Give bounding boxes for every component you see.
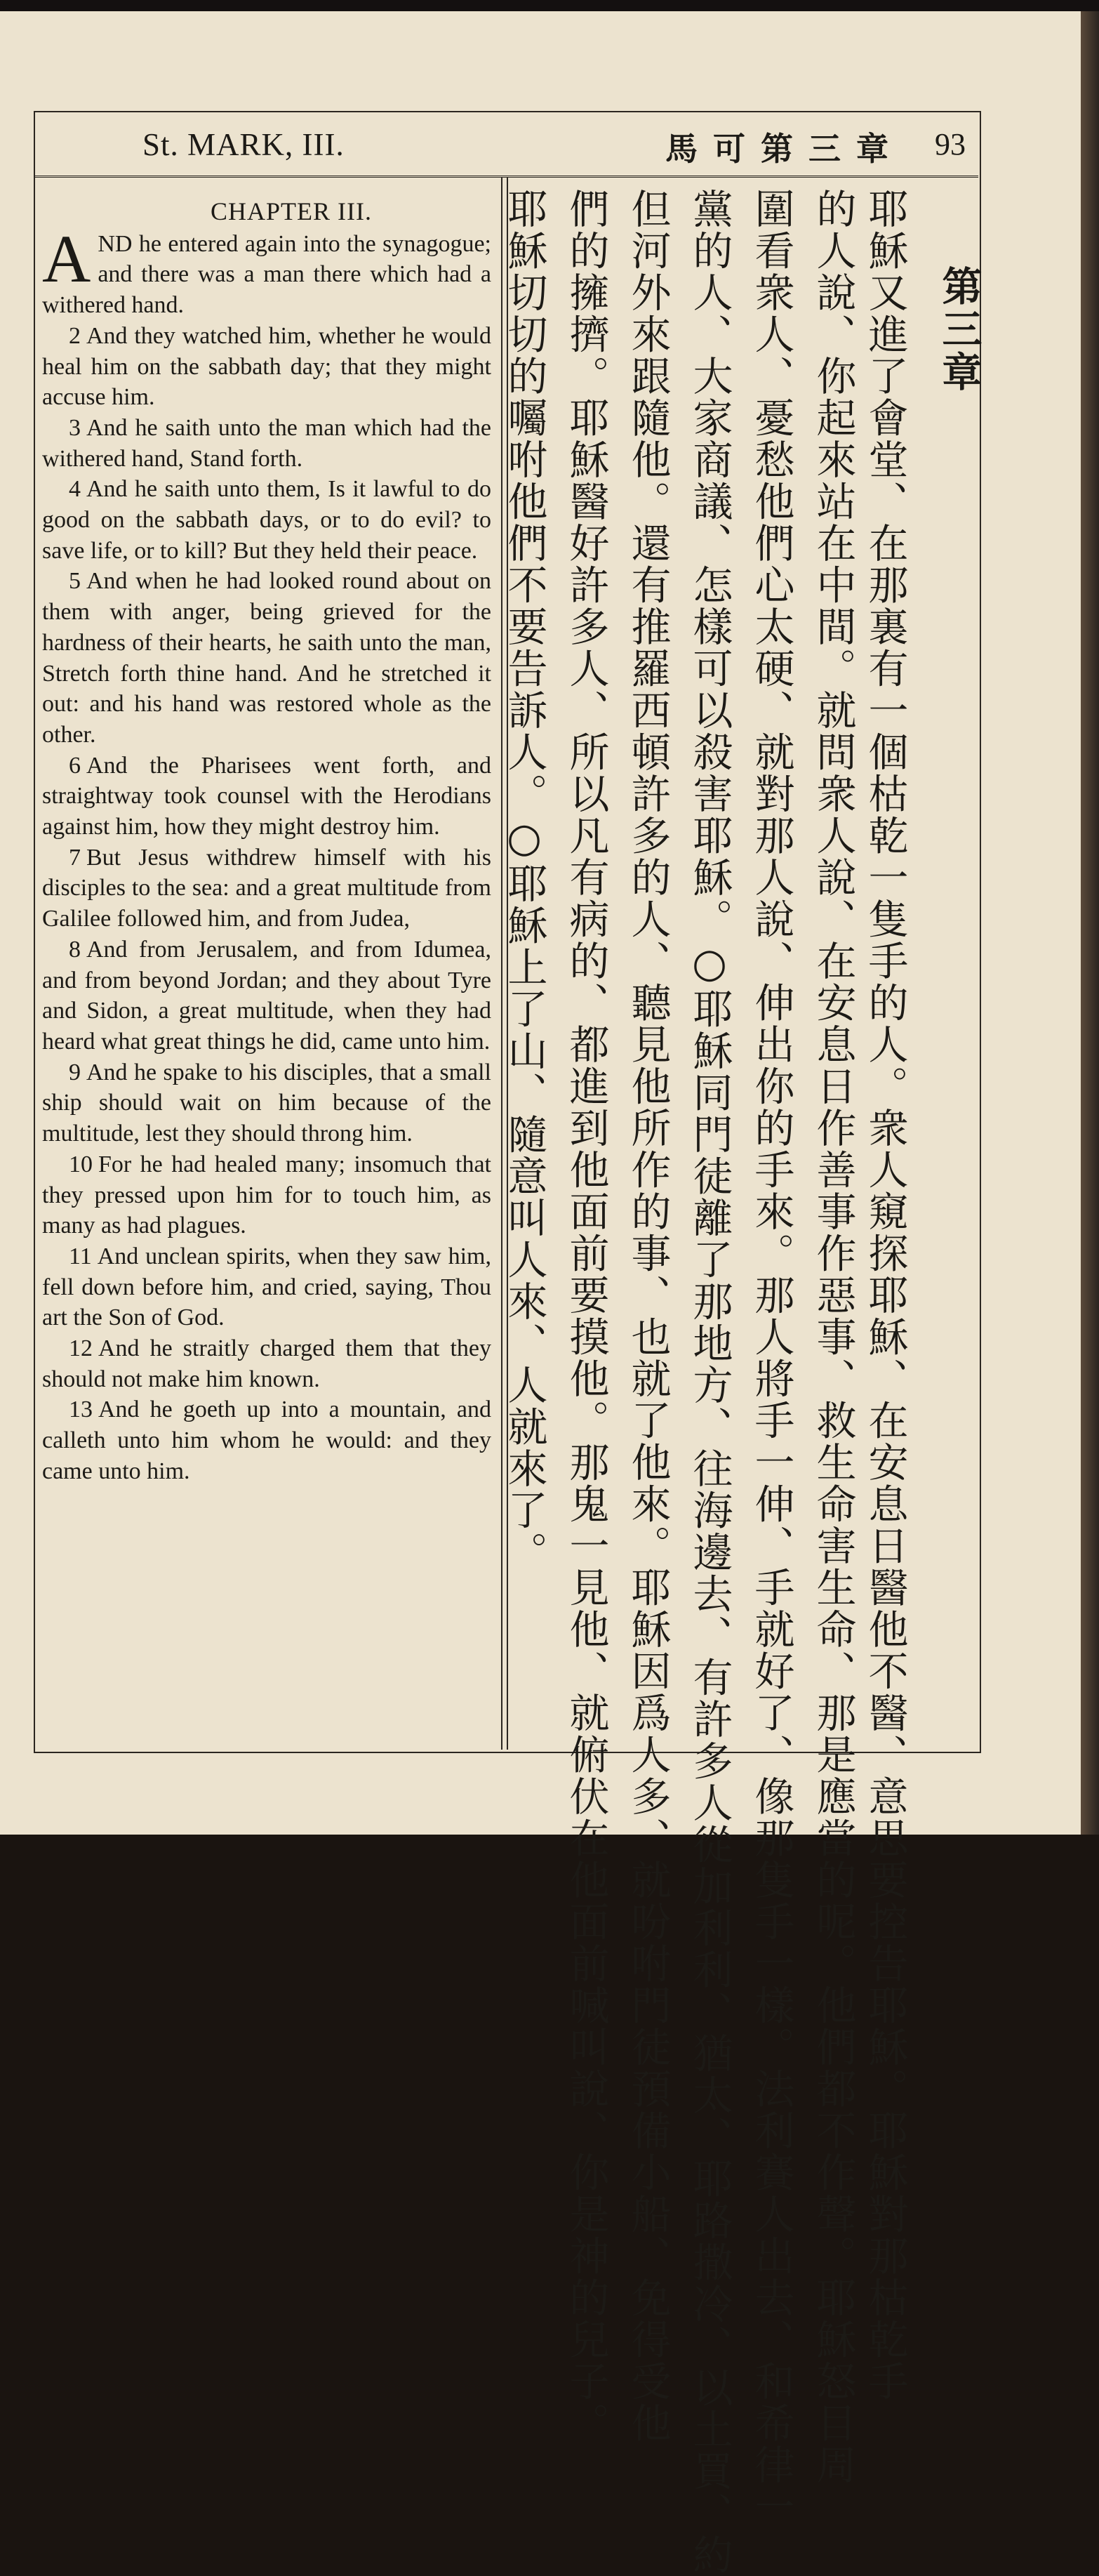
chinese-column (501, 188, 982, 2576)
verse-10 (42, 1149, 491, 1241)
chinese-text-column: 黨的人、大家商議、怎樣可以殺害耶穌。○耶穌同門徒離了那地方、往海邊去、有許多人從加利利、猶太、耶路撒冷、以土買、約 (686, 188, 733, 2576)
running-title: St. MARK, III. (142, 127, 345, 162)
verse-number: 3 (69, 414, 81, 441)
verse-number: 4 (69, 476, 81, 503)
verse-number: 9 (69, 1059, 81, 1085)
verse-number: 7 (69, 844, 81, 871)
verse-number: 6 (69, 752, 81, 779)
verse-13 (42, 1394, 491, 1486)
page-number: 93 (935, 127, 966, 161)
verse-2 (42, 321, 491, 413)
chinese-text-column: 但河外來跟隨他。還有推羅西頓許多的人、聽見他所作的事、也就了他來。耶穌因爲人多、就吩咐門徒預備小船、免得受他 (625, 188, 671, 2444)
verse-number: 13 (69, 1396, 93, 1423)
verse-number: 10 (69, 1151, 93, 1177)
chinese-text-column: 的人說、你起來站在中間。就問衆人說、在安息日作善事作惡事、救生命害生命、那是應當的呢。他們都不作聲。耶穌怒目周 (810, 188, 856, 2486)
verse-7 (42, 843, 491, 934)
verse-text: And unclean spirits, when they saw him, fell down before him, and cried, saying, Thou art the Son of God. (42, 1243, 491, 1331)
verse-list (42, 220, 491, 1487)
verse-text: ND he entered again into the synagogue; and there was a man there which had a withered hand. (42, 230, 491, 319)
verse-text: And the Pharisees went forth, and straightway took counsel with the Herodians against him, how they might destroy him. (42, 752, 491, 840)
verse-text: And he goeth up into a mountain, and calleth unto him whom he would: and they came unto him. (42, 1396, 491, 1484)
chinese-text-column: 耶穌又進了會堂、在那裏有一個枯乾一隻手的人。衆人窺探耶穌、在安息日醫他不醫、意思要控告耶穌。耶穌對那枯乾手 (862, 188, 908, 2403)
verse-6 (42, 751, 491, 843)
verse-number: 5 (69, 568, 81, 595)
chinese-text-column: 們的擁擠。耶穌醫好許多人、所以凡有病的、都進到他面前要摸他。那鬼一見他、就俯伏在他面前喊叫說、你是神的兒子。 (563, 188, 609, 2444)
verse-text: And he saith unto them, Is it lawful to do good on the sabbath days, or to do evil? to save life, or to kill? But they held their peace. (42, 476, 491, 564)
verse-text: For he had healed many; insomuch that they pressed upon him for to touch him, as many as had plagues. (42, 1151, 491, 1239)
verse-text: And he spake to his disciples, that a small ship should wait on him because of the multitude, lest they should throng him. (42, 1059, 491, 1147)
verse-number: 2 (69, 322, 81, 349)
verse-5 (42, 566, 491, 750)
verse-1 (42, 220, 491, 321)
verse-8 (42, 934, 491, 1057)
verse-number: 12 (69, 1335, 93, 1362)
chinese-text-column: 圍看衆人、憂愁他們心太硬、就對那人說、伸出你的手來。那人將手一伸、手就好了、像那隻手一樣。法利賽人出去、和希律一 (748, 188, 794, 2528)
verse-9 (42, 1057, 491, 1149)
chinese-text-column: 耶穌切切的囑咐他們不要告訴人。○耶穌上了山、隨意叫人來、人就來了。 (501, 188, 547, 1573)
verse-text: And from Jerusalem, and from Idumea, and from beyond Jordan; and they about Tyre and Sidon, a great multitude, when they had heard what great things he did, came unto him. (42, 936, 491, 1055)
verse-number: 8 (69, 936, 81, 963)
chinese-running-title: 馬可第三章 (665, 130, 904, 168)
verse-text: And he straitly charged them that they should not make him known. (42, 1335, 491, 1392)
verse-3 (42, 413, 491, 474)
verse-11 (42, 1241, 491, 1333)
chinese-chapter-heading: 第三章 (935, 265, 982, 394)
verse-text: And he saith unto the man which had the withered hand, Stand forth. (42, 414, 491, 472)
english-column (42, 197, 491, 1487)
page-top-edge (0, 0, 1099, 11)
book-spine (1081, 0, 1099, 1835)
verse-12 (42, 1333, 491, 1394)
verse-4 (42, 474, 491, 566)
drop-cap: A (42, 220, 91, 296)
verse-text: But Jesus withdrew himself with his disciples to the sea: and a great multitude from Galilee followed him, and from Judea, (42, 844, 491, 932)
verse-number: 11 (69, 1243, 92, 1269)
chapter-heading: CHAPTER III. (211, 197, 372, 225)
running-header (34, 111, 978, 178)
verse-text: And they watched him, whether he would heal him on the sabbath day; that they might accuse him. (42, 322, 491, 411)
verse-text: And when he had looked round about on them with anger, being grieved for the hardness of their hearts, he saith unto the man, Stretch forth thine hand. And he stretched it out: and his hand was restored whole as the other. (42, 568, 491, 748)
